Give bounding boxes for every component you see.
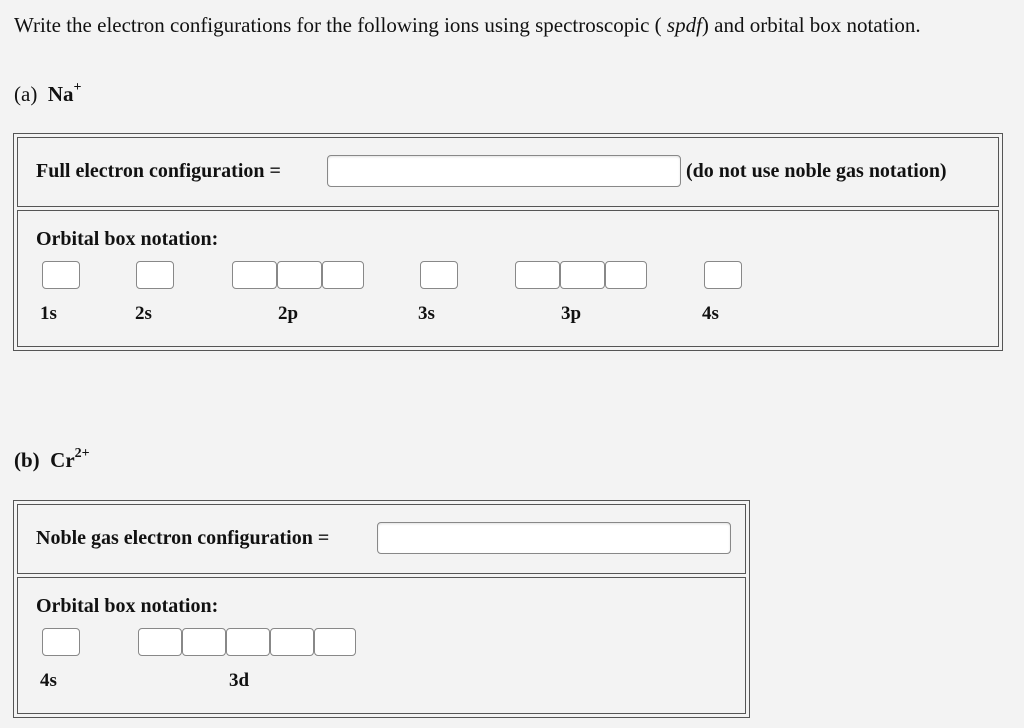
orbital-box-3d-5[interactable] [314, 628, 356, 656]
part-b-frame [13, 500, 750, 718]
orbital-box-2p-2[interactable] [277, 261, 322, 289]
orbital-box-1s[interactable] [42, 261, 80, 289]
instructions-text-start: Write the electron configurations for the following ions using spectroscopic ( [14, 13, 667, 37]
instructions-text-italic: spdf [666, 13, 702, 37]
orbital-box-3p-3[interactable] [605, 261, 647, 289]
part-a-config-label: Full electron configuration = [36, 160, 281, 182]
part-a-label [14, 80, 81, 107]
orbital-label-3s: 3s [418, 303, 435, 324]
orbital-label-3p: 3p [561, 303, 582, 324]
orbital-box-2p-3[interactable] [322, 261, 364, 289]
orbital-box-3d-3[interactable] [226, 628, 270, 656]
orbital-box-2s[interactable] [136, 261, 174, 289]
part-b-orbital-row [17, 577, 746, 714]
orbital-label-4s-b: 4s [40, 670, 57, 691]
part-a-config-row [17, 137, 999, 207]
orbital-box-3p-2[interactable] [560, 261, 605, 289]
part-a-charge: + [73, 80, 82, 95]
orbital-box-3d-4[interactable] [270, 628, 314, 656]
part-b-letter: (b) [14, 448, 40, 472]
orbital-box-4s-b[interactable] [42, 628, 80, 656]
orbital-box-3s[interactable] [420, 261, 458, 289]
part-b-charge: 2+ [74, 446, 90, 461]
orbital-label-4s-a: 4s [702, 303, 719, 324]
part-a-config-input[interactable] [327, 155, 681, 187]
part-a-frame [13, 133, 1003, 351]
part-a-ion: Na [47, 82, 74, 106]
orbital-label-2s: 2s [135, 303, 152, 324]
part-b-config-row [17, 504, 746, 574]
orbital-label-1s: 1s [40, 303, 57, 324]
part-b-config-label: Noble gas electron configuration = [36, 527, 330, 549]
part-b-config-input[interactable] [377, 522, 731, 554]
orbital-label-2p: 2p [278, 303, 299, 324]
orbital-box-3d-1[interactable] [138, 628, 182, 656]
part-a-note: (do not use noble gas notation) [686, 160, 947, 182]
part-a-orbital-row [17, 210, 999, 347]
part-b-ion: Cr [50, 448, 75, 472]
instructions [14, 13, 921, 38]
orbital-box-4s-a[interactable] [704, 261, 742, 289]
orbital-box-3p-1[interactable] [515, 261, 560, 289]
part-a-letter: (a) [14, 82, 38, 106]
part-b-orbital-title: Orbital box notation: [36, 595, 219, 617]
orbital-label-3d: 3d [229, 670, 250, 691]
part-a-orbital-title: Orbital box notation: [36, 228, 219, 250]
orbital-box-2p-1[interactable] [232, 261, 277, 289]
part-b-label [14, 446, 90, 473]
instructions-text-end: ) and orbital box notation. [701, 13, 921, 37]
orbital-box-3d-2[interactable] [182, 628, 226, 656]
